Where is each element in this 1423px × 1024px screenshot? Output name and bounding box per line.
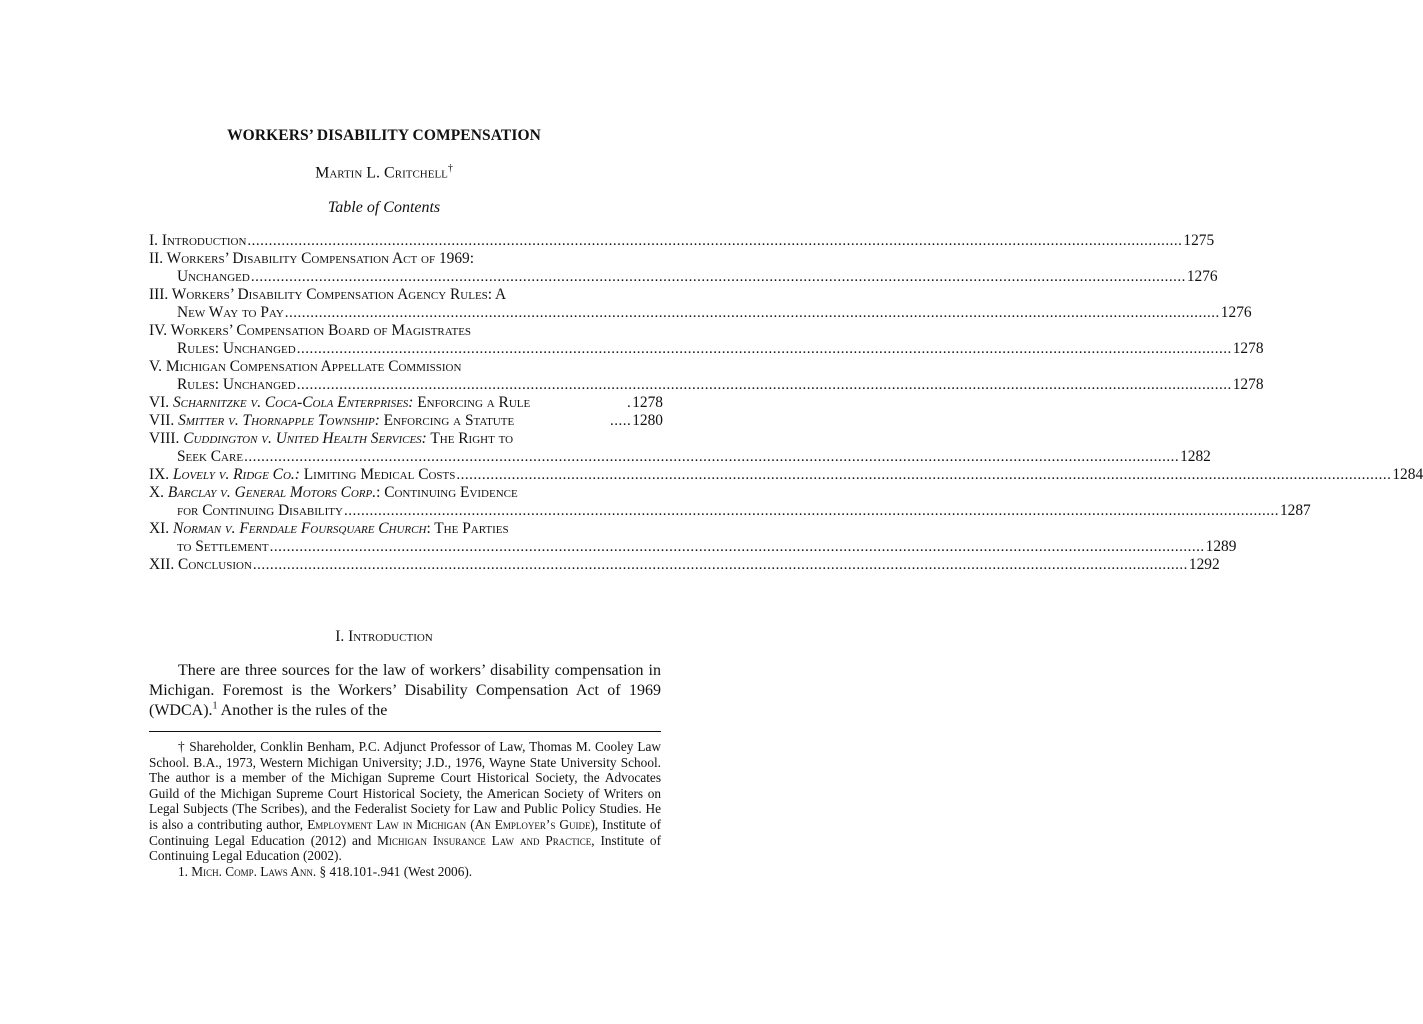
toc-leader-dots: ............................................................................................................................................................................................................................ [284,305,1220,321]
footnote-1-source: Mich. Comp. Laws Ann. [191,863,317,879]
footnote-1-cite: § 418.101-.941 (West 2006). [316,863,473,879]
toc-leader-dots: ............................................................................................................................................................................................................................ [252,557,1188,573]
toc-entry-title: II. Workers’ Disability Compensation Act of 1969: [149,250,475,267]
footnotes [149,739,661,879]
toc-entry-title: Rules: Unchanged [177,376,296,393]
toc-entry [149,466,1423,484]
table-of-contents [149,232,1423,574]
toc-page-number: 1284 [1392,466,1423,483]
toc-entry-subtitle: : The Parties [426,520,509,537]
toc-entry-case-name: Smitter v. Thornapple Township: [178,412,380,429]
toc-entry-case-name: Scharnitzke v. Coca-Cola Enterprises: [172,394,414,411]
toc-entry-case-name: Barclay v. General Motors Corp. [167,484,377,501]
toc-page-number: 1278 [1232,340,1264,357]
footnote-1-number: 1. [178,863,192,879]
toc-leader-dots: ..... [609,413,632,429]
toc-entry [149,286,663,304]
toc-leader-dots: ............................................................................................................................................................................................................................ [250,269,1186,285]
footnote-book-title-2: Michigan Insurance Law and Practice [377,832,592,848]
article-title: WORKERS’ DISABILITY COMPENSATION [227,127,541,144]
toc-page-number: 1289 [1205,538,1237,555]
toc-entry-case-name: Lovely v. Ridge Co.: [172,466,300,483]
toc-entry-title: III. Workers’ Disability Compensation Agency Rules: A [149,286,507,303]
toc-entry-subtitle: : Continuing Evidence [376,484,518,501]
toc-entry-title [149,394,530,412]
toc-entry-case-name: Cuddington v. United Health Services: [183,430,427,447]
toc-page-number: 1282 [1180,448,1211,465]
toc-entry [149,268,1218,286]
footnote-book-title-1: Employment Law in Michigan (An Employer’s Guide) [307,816,595,832]
footnote-reference: 1 [212,700,218,712]
toc-entry-number: VIII. [149,430,184,447]
toc-entry [149,538,1237,556]
toc-entry-title: to Settlement [177,538,269,555]
toc-entry-subtitle: Enforcing a Rule [413,394,531,411]
author-name: Martin L. Critchell [315,164,448,182]
body-text: There are three sources for the law of workers’ disability compensation in Michigan. Foremost is the Workers’ Disability Compensation Act of 1969 (WDCA). [149,662,661,719]
toc-entry-title: Unchanged [177,268,250,285]
toc-entry [149,376,1264,394]
toc-entry [149,340,1264,358]
toc-leader-dots: . [626,395,632,411]
toc-entry [149,556,1220,574]
footnote-dagger-tail: , Institute of Continuing Legal Education (2002). [149,832,661,864]
toc-entry [149,304,1252,322]
toc-leader-dots: ............................................................................................................................................................................................................................ [247,233,1183,249]
toc-entry-title [149,430,513,448]
footnote-1 [149,864,661,880]
footnote-dagger-mid: , Institute of Continuing Legal Education (2012) and [149,816,661,848]
toc-leader-dots: ............................................................................................................................................................................................................................ [296,341,1232,357]
toc-entry [149,484,663,502]
toc-page-number: 1276 [1186,268,1218,285]
toc-entry-number: VI. [149,394,173,411]
toc-entry-title [149,412,514,430]
toc-entry-title: New Way to Pay [177,304,284,321]
toc-entry [149,358,663,376]
toc-entry-number: XI. [149,520,173,537]
body-paragraph [149,661,661,721]
toc-entry-subtitle: The Right to [426,430,514,447]
toc-entry-title [149,520,509,538]
toc-entry [149,250,663,268]
footnote-dagger [149,739,661,864]
toc-entry [149,502,1311,520]
toc-entry-case-name: Norman v. Ferndale Foursquare Church [172,520,427,537]
toc-entry-title: V. Michigan Compensation Appellate Commission [149,358,462,375]
toc-page-number: 1276 [1220,304,1252,321]
toc-leader-dots: ............................................................................................................................................................................................................................ [269,539,1205,555]
toc-entry-title [149,466,455,484]
toc-entry [149,232,1215,250]
toc-entry-subtitle: Limiting Medical Costs [299,466,456,483]
toc-page-number: 1278 [1232,376,1264,393]
toc-page-number: 1278 [632,394,663,411]
toc-entry-subtitle: Enforcing a Statute [379,412,515,429]
author-footnote-mark: † [447,163,453,174]
author-byline [0,163,768,182]
toc-page-number: 1287 [1279,502,1311,519]
toc-page-number: 1280 [632,412,663,429]
toc-entry-number: VII. [149,412,179,429]
toc-entry [149,322,663,340]
toc-entry [149,448,1211,466]
section-heading: I. Introduction [335,628,433,645]
toc-entry-title [149,484,518,502]
toc-entry-title: IV. Workers’ Compensation Board of Magistrates [149,322,472,339]
toc-entry-title: Rules: Unchanged [177,340,296,357]
toc-entry-title: XII. Conclusion [149,556,252,573]
toc-heading: Table of Contents [327,199,441,216]
toc-entry-title: I. Introduction [149,232,247,249]
footnote-dagger-text: † Shareholder, Conklin Benham, P.C. Adjunct Professor of Law, Thomas M. Cooley Law School. B.A., 1973, Western Michigan University; J.D., 1976, Wayne State University School. The author is a member of the Michigan Supreme Court Historical Society, the Advocates Guild of the Michigan Supreme Court Historical Society, the American Society of Writers on Legal Subjects (The Scribes), and the Federalist Society for Law and Public Policy Studies. He is also a contributing author, [149,739,661,832]
toc-entry-title: for Continuing Disability [177,502,343,519]
toc-entry-number: X. [149,484,168,501]
body-text-continued: Another is the rules of the [217,702,388,719]
toc-entry [149,394,663,412]
footnote-divider [149,731,661,732]
toc-leader-dots: ............................................................................................................................................................................................................................ [244,449,1180,465]
toc-entry [149,520,663,538]
toc-leader-dots: ............................................................................................................................................................................................................................ [343,503,1279,519]
toc-entry-title: Seek Care [177,448,244,465]
toc-entry [149,430,663,448]
toc-leader-dots: ............................................................................................................................................................................................................................ [296,377,1232,393]
toc-entry-number: IX. [149,466,173,483]
toc-page-number: 1275 [1183,232,1215,249]
toc-page-number: 1292 [1188,556,1220,573]
toc-leader-dots: ............................................................................................................................................................................................................................ [456,467,1392,483]
toc-entry [149,412,663,430]
